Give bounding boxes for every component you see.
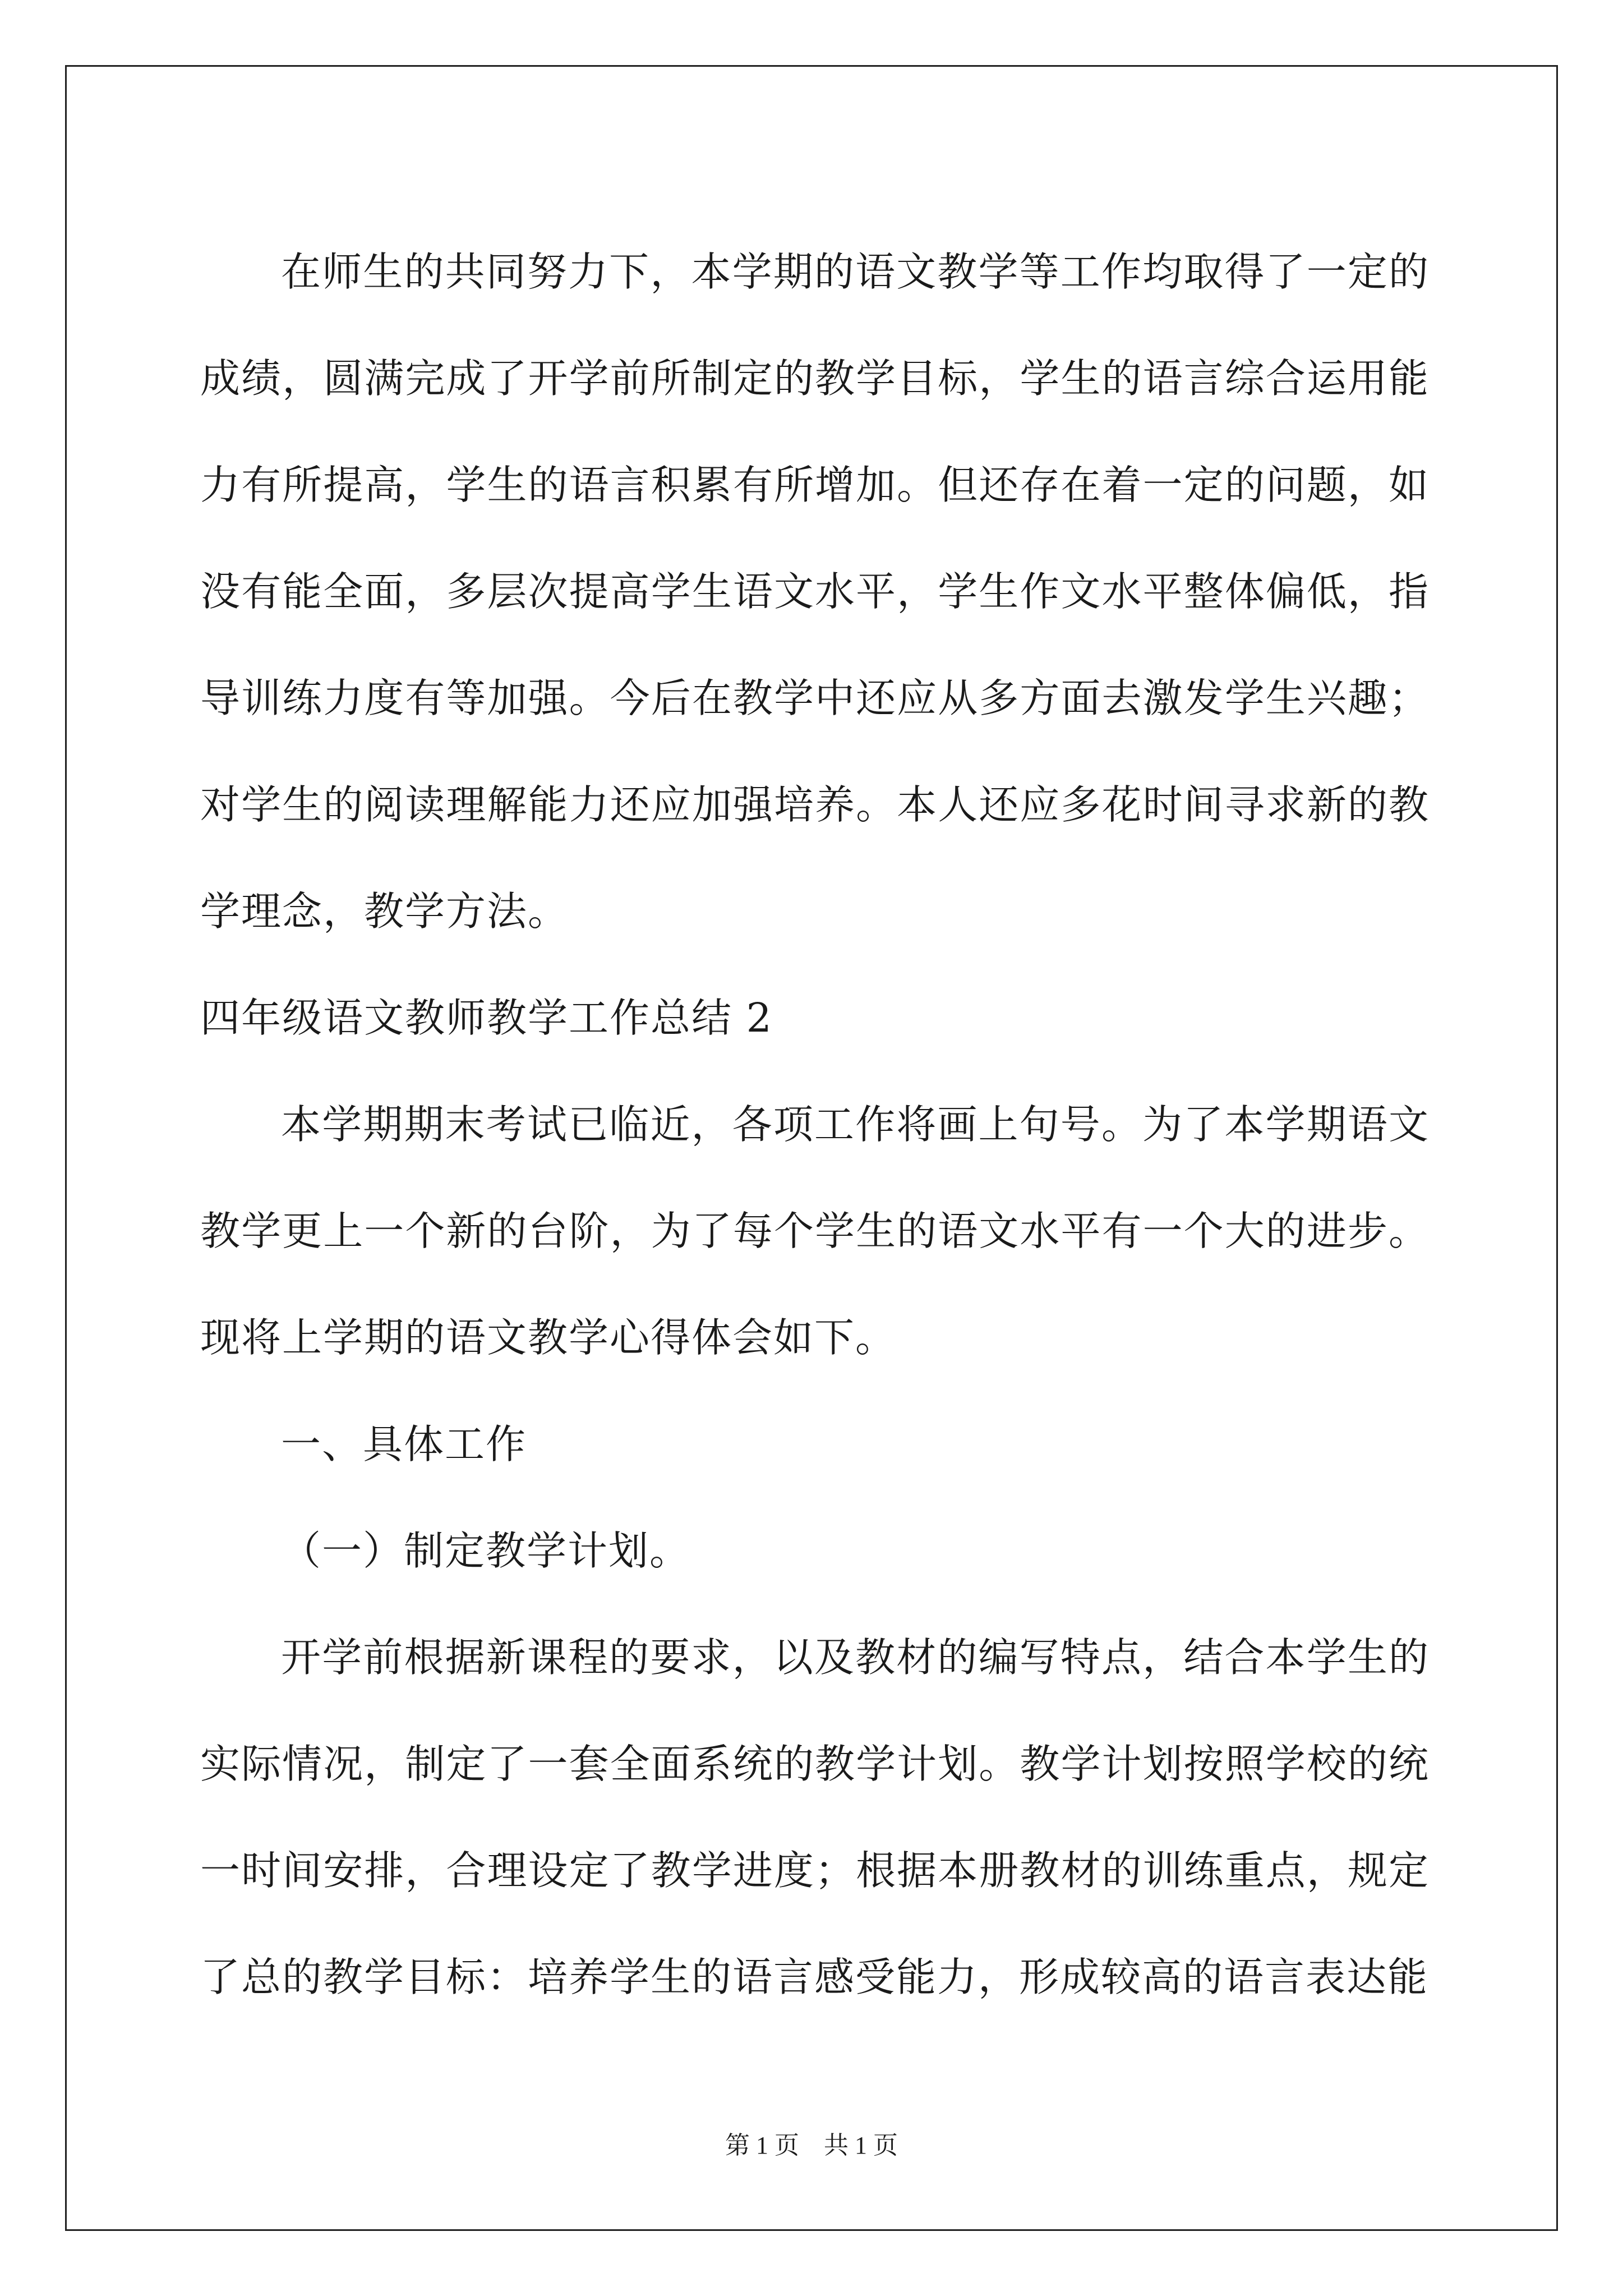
subheading-specific-work: 一、具体工作 [281,1421,527,1467]
paragraph-2: 本学期期末考试已临近，各项工作将画上句号。为了本学期语文教学更上一个新的台阶，为了每个学生的语文水平有一个大的进步。现将上学期的语文教学心得体会如下。 [200,1101,1430,1361]
paragraph-1: 在师生的共同努力下，本学期的语文教学等工作均取得了一定的成绩，圆满完成了开学前所制定的教学目标，学生的语言综合运用能力有所提高，学生的语言积累有所增加。但还存在着一定的问题，如没有能全面，多层次提高学生语文水平，学生作文水平整体偏低，指导训练力度有等加强。今后在教学中还应从多方面去激发学生兴趣；对学生的阅读理解能力还应加强培养。本人还应多花时间寻求新的教学理念，教学方法。 [200,249,1430,935]
paragraph-3: 开学前根据新课程的要求，以及教材的编写特点，结合本学生的实际情况，制定了一套全面系统的教学计划。教学计划按照学校的统一时间安排，合理设定了教学进度；根据本册教材的训练重点，规定了总的教学目标：培养学生的语言感受能力，形成较高的语言表达能 [200,1634,1430,2000]
document-body [200,219,1430,2031]
section-heading: 四年级语文教师教学工作总结 2 [200,995,773,1041]
subheading-teaching-plan: （一）制定教学计划。 [281,1527,691,1574]
page-number: 第 1 页 共 1 页 [725,2132,898,2159]
